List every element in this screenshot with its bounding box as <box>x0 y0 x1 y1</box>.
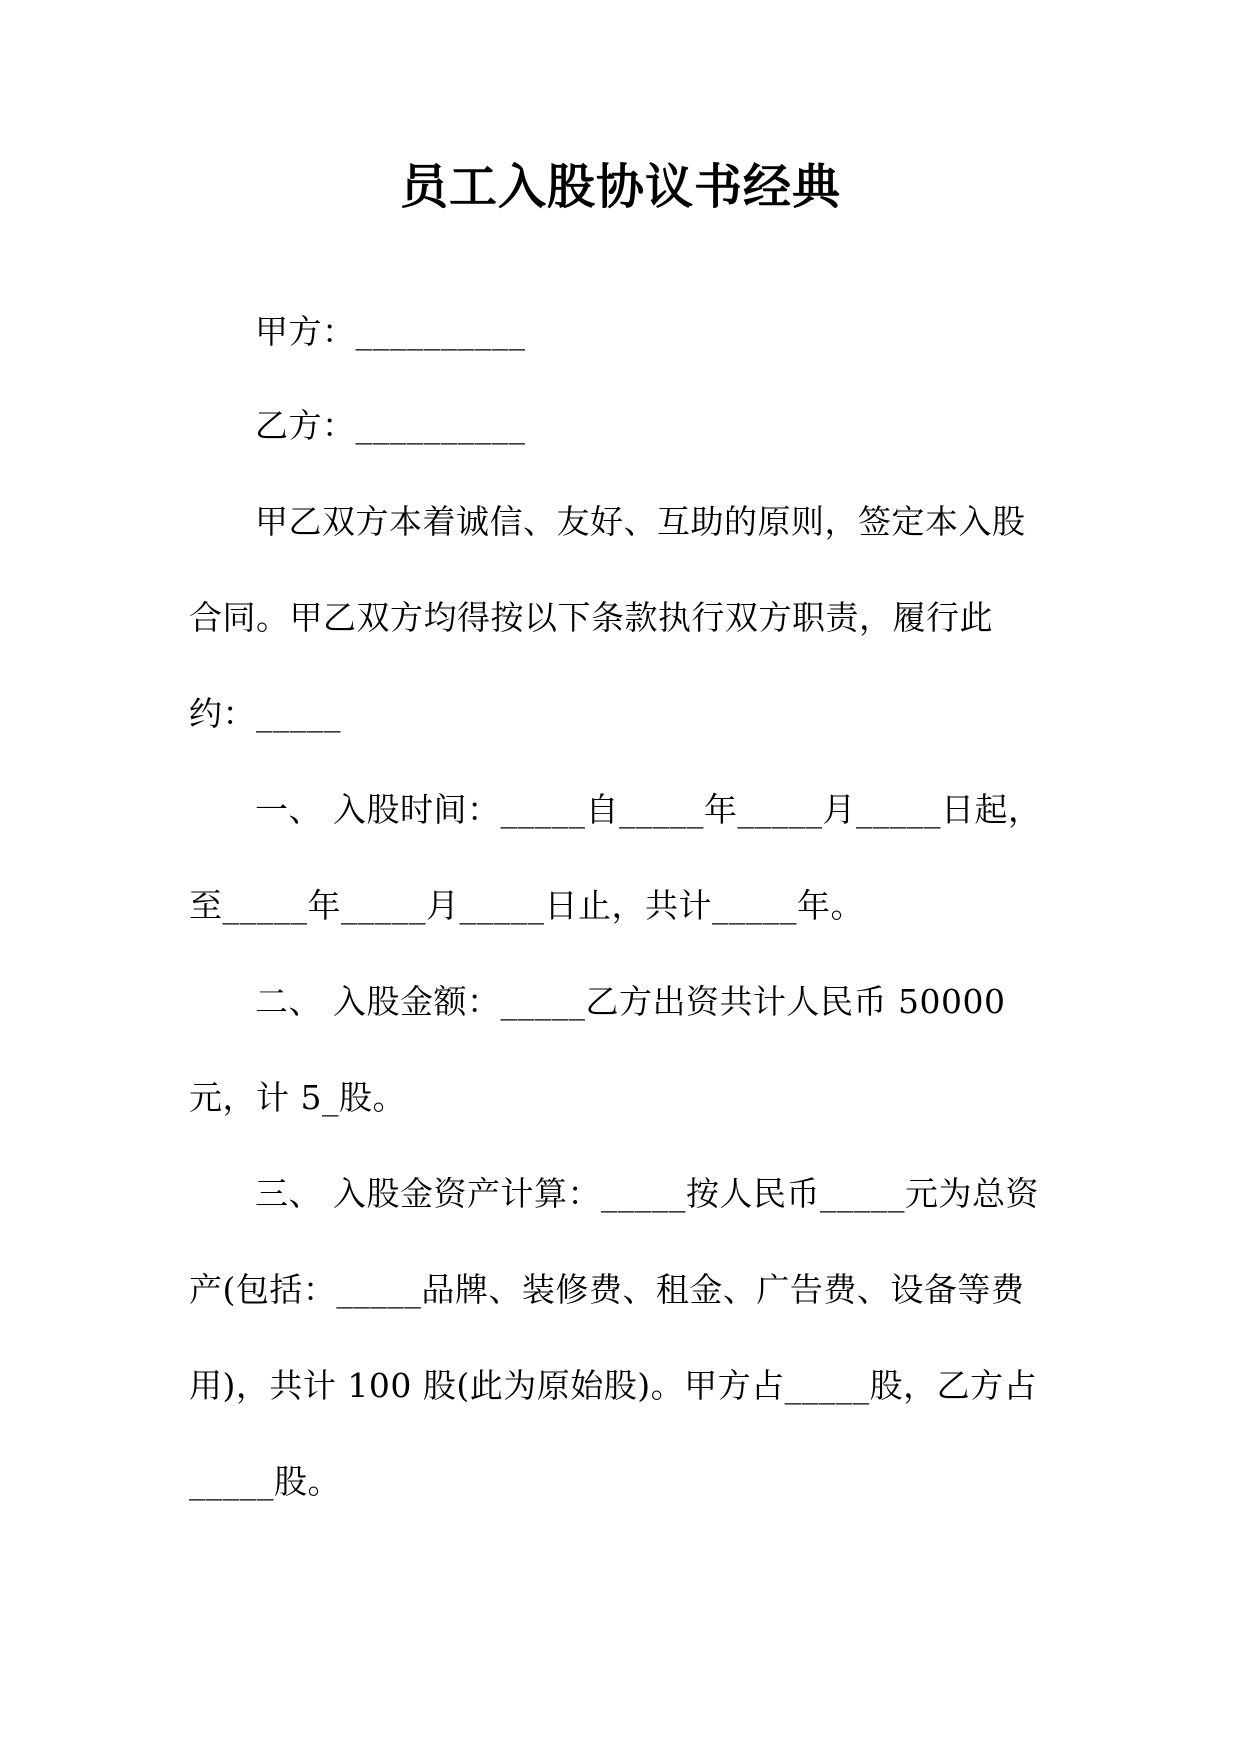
document-title: 员工入股协议书经典 <box>399 159 841 215</box>
clause-3-line-3: 用)，共计 100 股(此为原始股)。甲方占_____股，乙方占 <box>189 1366 1038 1405</box>
party-b-line: 乙方：__________ <box>255 406 526 445</box>
clause-3-line-2: 产(包括：_____品牌、装修费、租金、广告费、设备等费 <box>189 1270 1025 1309</box>
preamble-line-1: 甲乙双方本着诚信、友好、互助的原则，签定本入股 <box>255 502 1026 541</box>
clause-2-line-2: 元，计 5_股。 <box>189 1078 406 1117</box>
clause-3-line-1: 三、 入股金资产计算：_____按人民币_____元为总资 <box>255 1174 1039 1213</box>
clause-1-line-2: 至_____年_____月_____日止，共计_____年。 <box>189 886 864 925</box>
preamble-line-3: 约：_____ <box>189 694 341 733</box>
party-a-line: 甲方：__________ <box>255 312 526 351</box>
clause-2-line-1: 二、 入股金额：_____乙方出资共计人民币 50000 <box>255 982 1006 1021</box>
clause-3-line-4: _____股。 <box>189 1462 341 1501</box>
clause-1-line-1: 一、 入股时间：_____自_____年_____月_____日起， <box>255 790 1042 829</box>
preamble-line-2: 合同。甲乙双方均得按以下条款执行双方职责，履行此 <box>189 598 993 637</box>
